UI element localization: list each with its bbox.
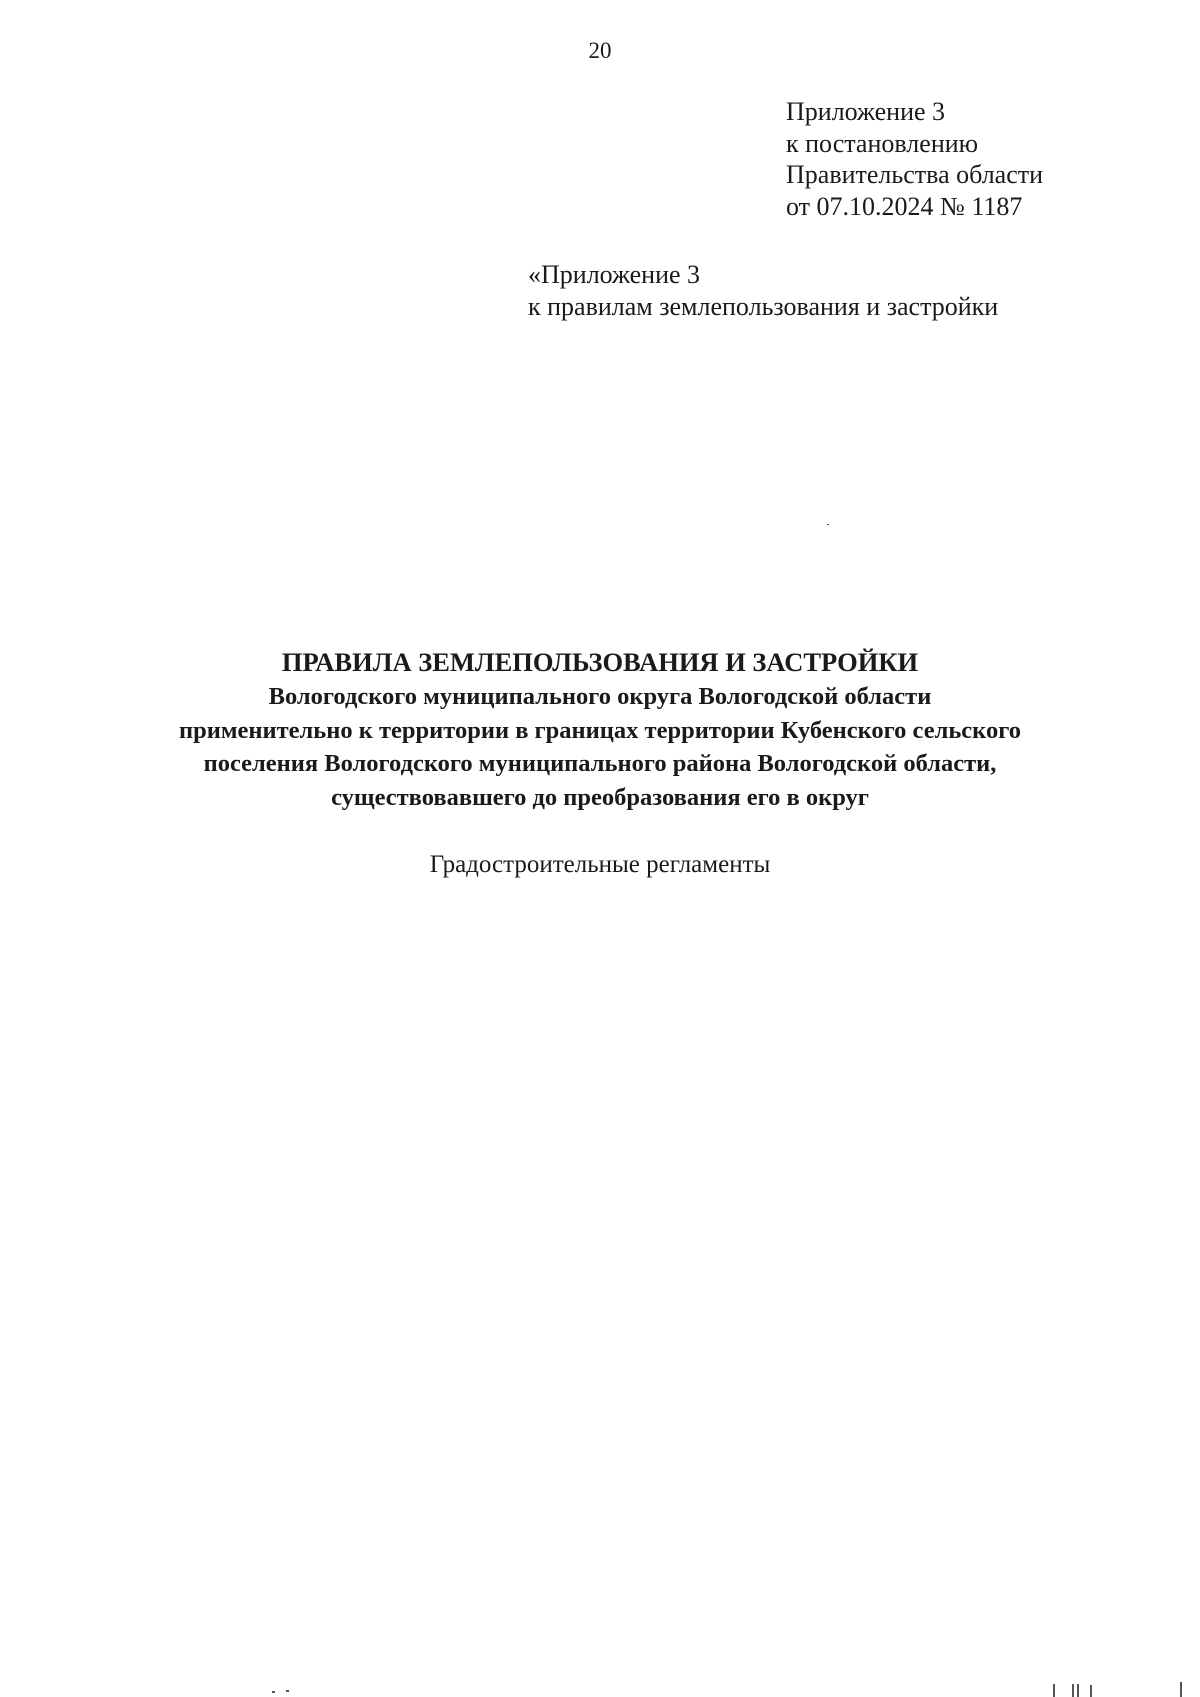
rules-appendix-line: к правилам землепользования и застройки <box>528 292 999 321</box>
title-line: поселения Вологодского муниципального района Вологодской области, <box>203 750 997 777</box>
title-line: Вологодского муниципального округа Вологодской области <box>268 683 932 710</box>
title-main: ПРАВИЛА ЗЕМЛЕПОЛЬЗОВАНИЯ И ЗАСТРОЙКИ <box>281 647 919 677</box>
scan-speck <box>286 1690 289 1692</box>
scan-speck <box>1072 1684 1074 1697</box>
rules-appendix-reference <box>528 259 998 323</box>
appendix-line: Правительства области <box>786 160 1044 189</box>
scan-speck <box>1180 1682 1182 1697</box>
scan-speck <box>1077 1684 1079 1697</box>
rules-appendix-line: «Приложение 3 <box>528 260 701 289</box>
appendix-reference <box>786 96 1043 222</box>
document-title <box>0 645 1200 814</box>
appendix-line: Приложение 3 <box>786 97 946 126</box>
title-line: применительно к территории в границах территории Кубенского сельского <box>178 716 1021 744</box>
scan-speck <box>272 1691 275 1693</box>
document-subtitle: Градостроительные регламенты <box>429 851 771 878</box>
appendix-line: от 07.10.2024 № 1187 <box>786 191 1023 221</box>
scan-speck <box>827 524 829 525</box>
title-line: существовавшего до преобразования его в округ <box>331 783 869 811</box>
scan-speck <box>1053 1684 1055 1697</box>
appendix-line: к постановлению <box>786 128 979 158</box>
page-number: 20 <box>588 38 612 63</box>
scan-speck <box>1090 1685 1092 1697</box>
